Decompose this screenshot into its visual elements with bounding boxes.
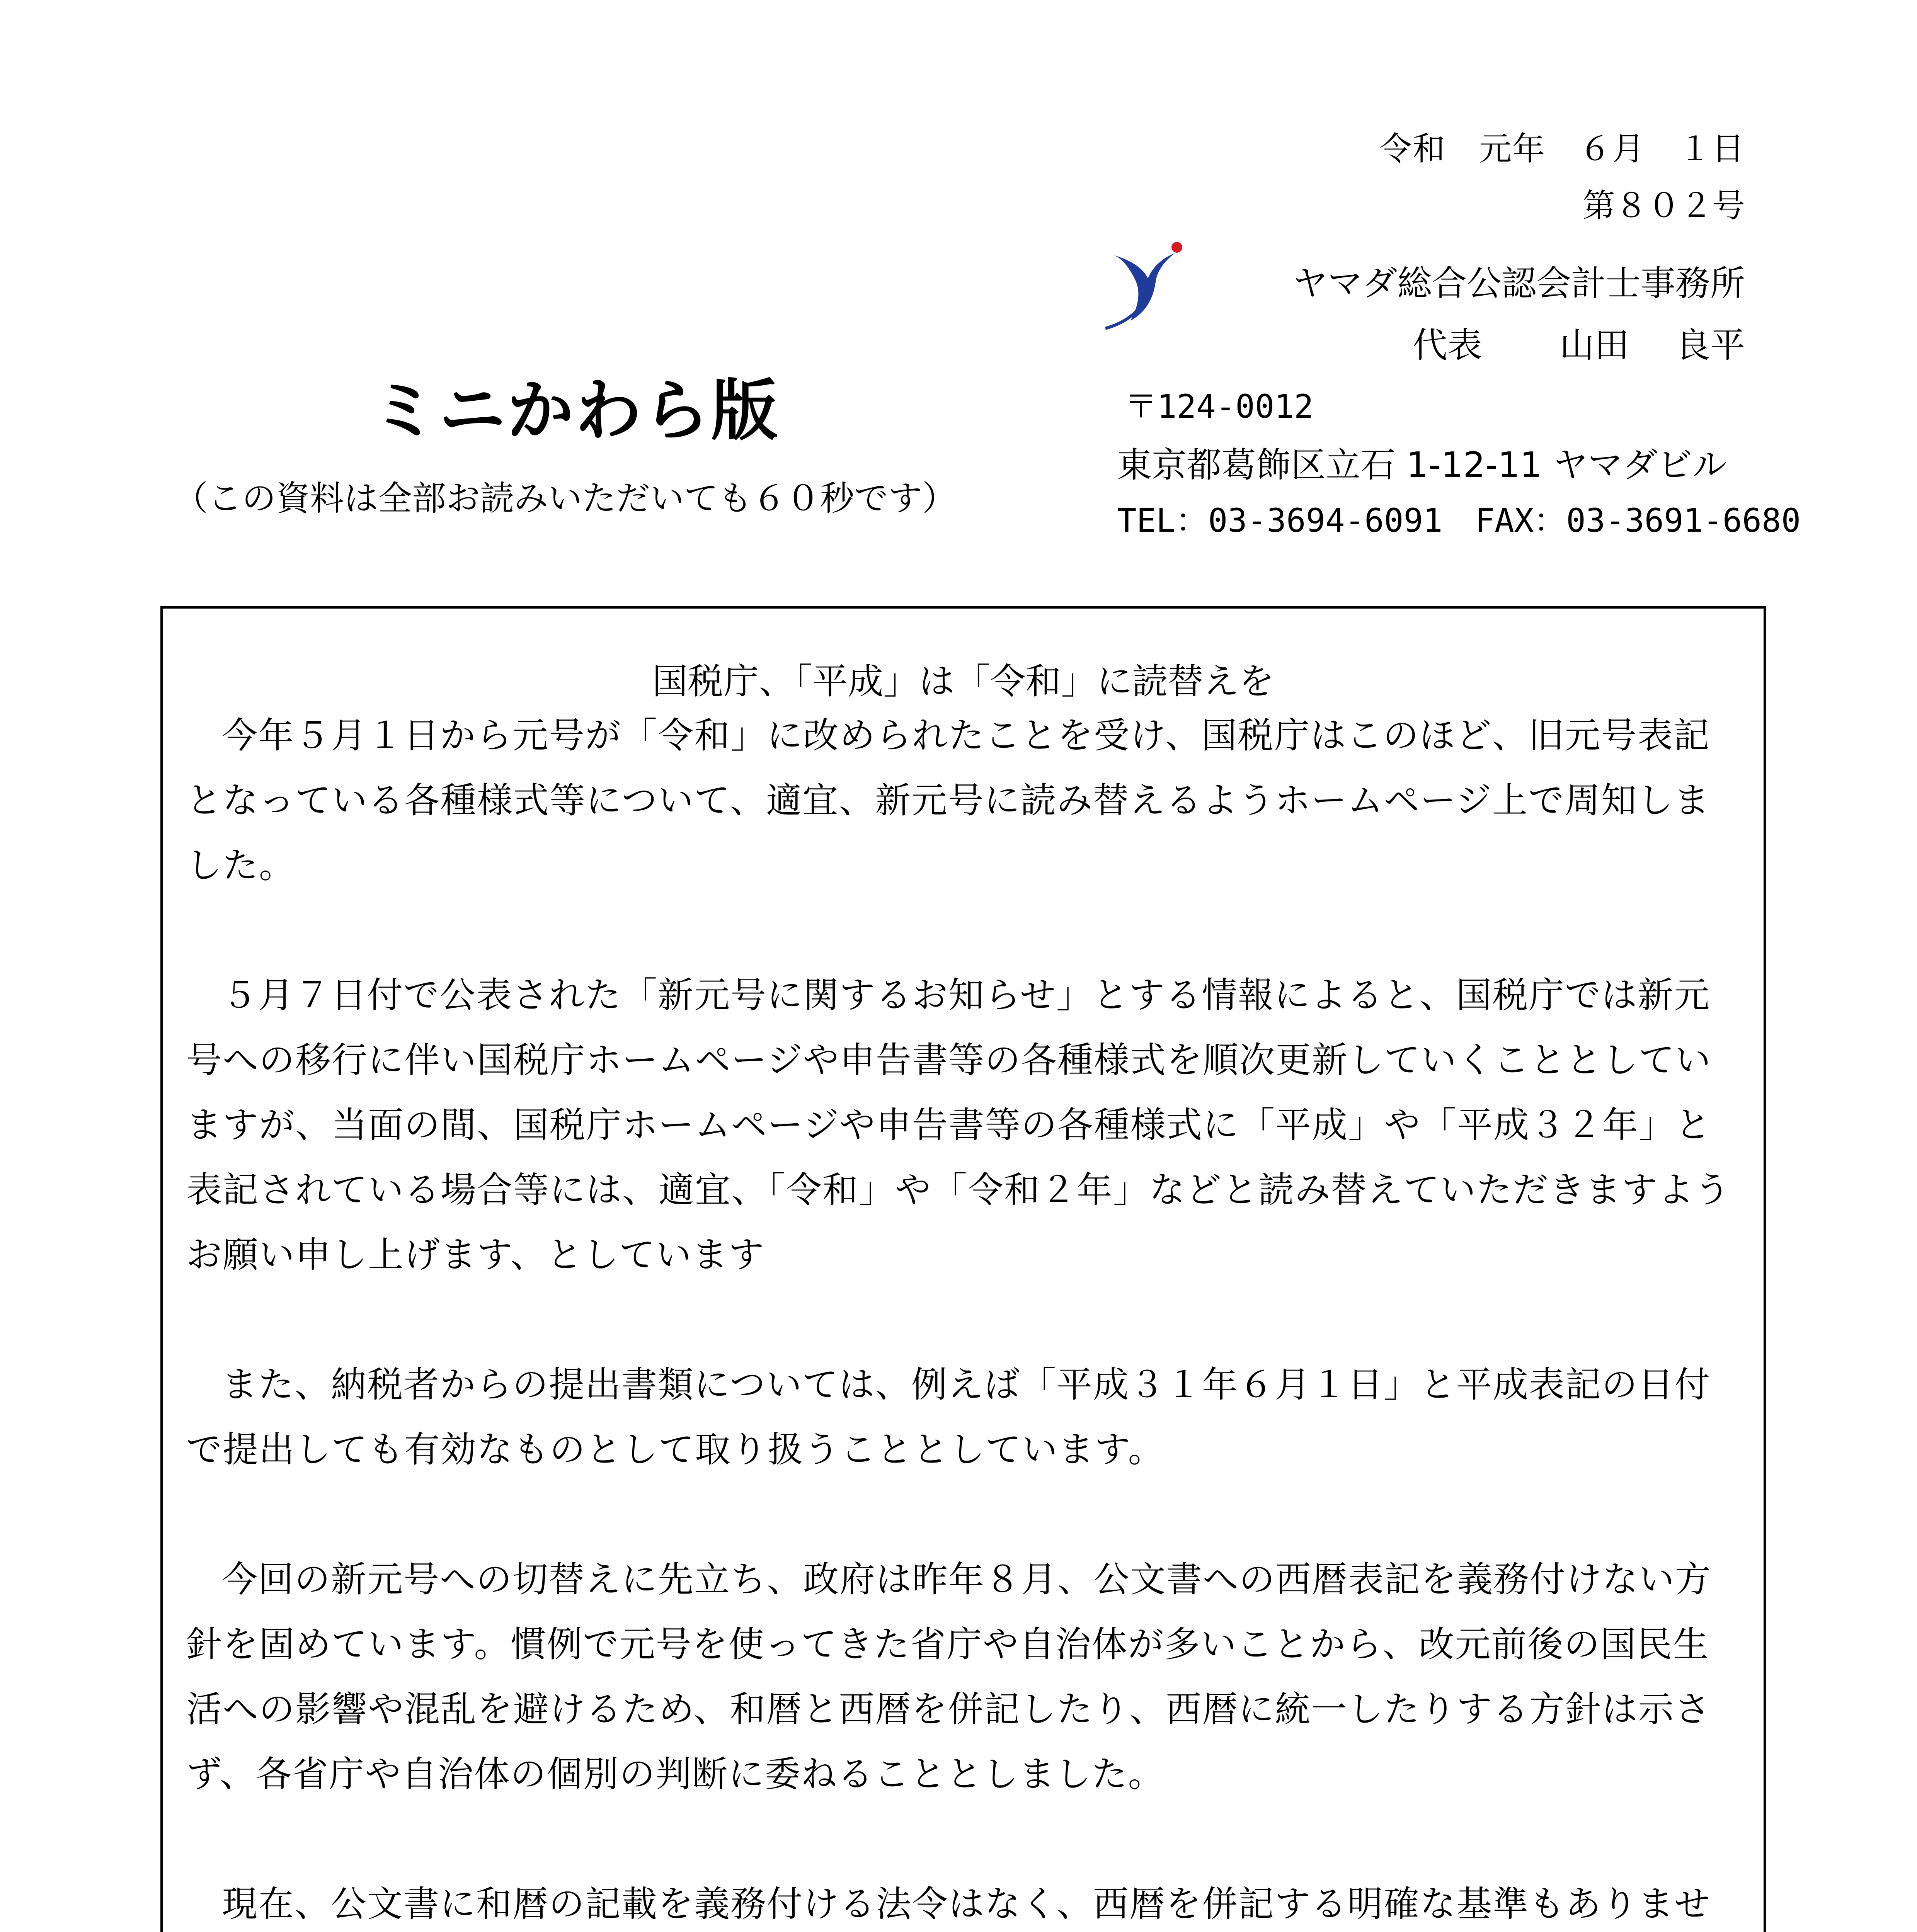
newsletter-title: ミニかわら版 — [371, 372, 779, 449]
rep-surname: 山田 — [1559, 325, 1629, 366]
article-headline: 国税庁、「平成」は「令和」に読替えを — [652, 661, 1275, 702]
rep-label: 代表 — [1413, 325, 1482, 366]
representative — [1413, 317, 1745, 367]
article-paragraph: ５月７日付で公表された「新元号に関するお知らせ」とする情報によると、国税庁では新元号への移行に伴い国税庁ホームページや申告書等の各種様式を順次更新していくこととしていますが、当面の間、国税庁ホームページや申告書等の各種様式に「平成」や「平成３２年」と表記されている場合等には、適宜、「令和」や「令和２年」などと読み替えていただきますようお願い申し上げます、としています — [186, 975, 1731, 1276]
office-address: 東京都葛飾区立石 1-12-11 ヤマダビル — [1117, 445, 1727, 485]
article-paragraph: 今回の新元号への切替えに先立ち、政府は昨年８月、公文書への西暦表記を義務付けない方針を固めています。慣例で元号を使ってきた省庁や自治体が多いことから、改元前後の国民生活への影響や混乱を避けるため、和暦と西暦を併記したり、西暦に統一したりする方針は示さず、各省庁や自治体の個別の判断に委ねることとしました。 — [186, 1559, 1712, 1795]
article-body — [186, 703, 1740, 1932]
article-box — [160, 606, 1766, 1932]
office-logo-icon — [1098, 232, 1190, 332]
newsletter-subtitle: （この資料は全部お読みいただいても６０秒です） — [174, 478, 957, 518]
office-name: ヤマダ総合公認会計士事務所 — [1293, 263, 1745, 304]
article-paragraph: また、納税者からの提出書類については、例えば「平成３１年６月１日」と平成表記の日付で提出しても有効なものとして取り扱うこととしています。 — [186, 1364, 1711, 1470]
rep-given-name: 良平 — [1675, 325, 1745, 366]
document-date: 令和 元年 ６月 １日 — [1379, 130, 1745, 168]
contact-numbers: TEL：03-3694-6091 FAX：03-3691-6680 — [1117, 502, 1801, 539]
article-paragraph: 現在、公文書に和暦の記載を義務付ける法令はなく、西暦を併記する明確な基準もありませ — [222, 1883, 1711, 1925]
postal-code: 〒124-0012 — [1125, 388, 1314, 425]
issue-number: 第８０２号 — [1582, 187, 1745, 224]
article-paragraph: 今年５月１日から元号が「令和」に改められたことを受け、国税庁はこのほど、旧元号表記となっている各種様式等について、適宜、新元号に読み替えるようホームページ上で周知しました。 — [186, 715, 1710, 886]
